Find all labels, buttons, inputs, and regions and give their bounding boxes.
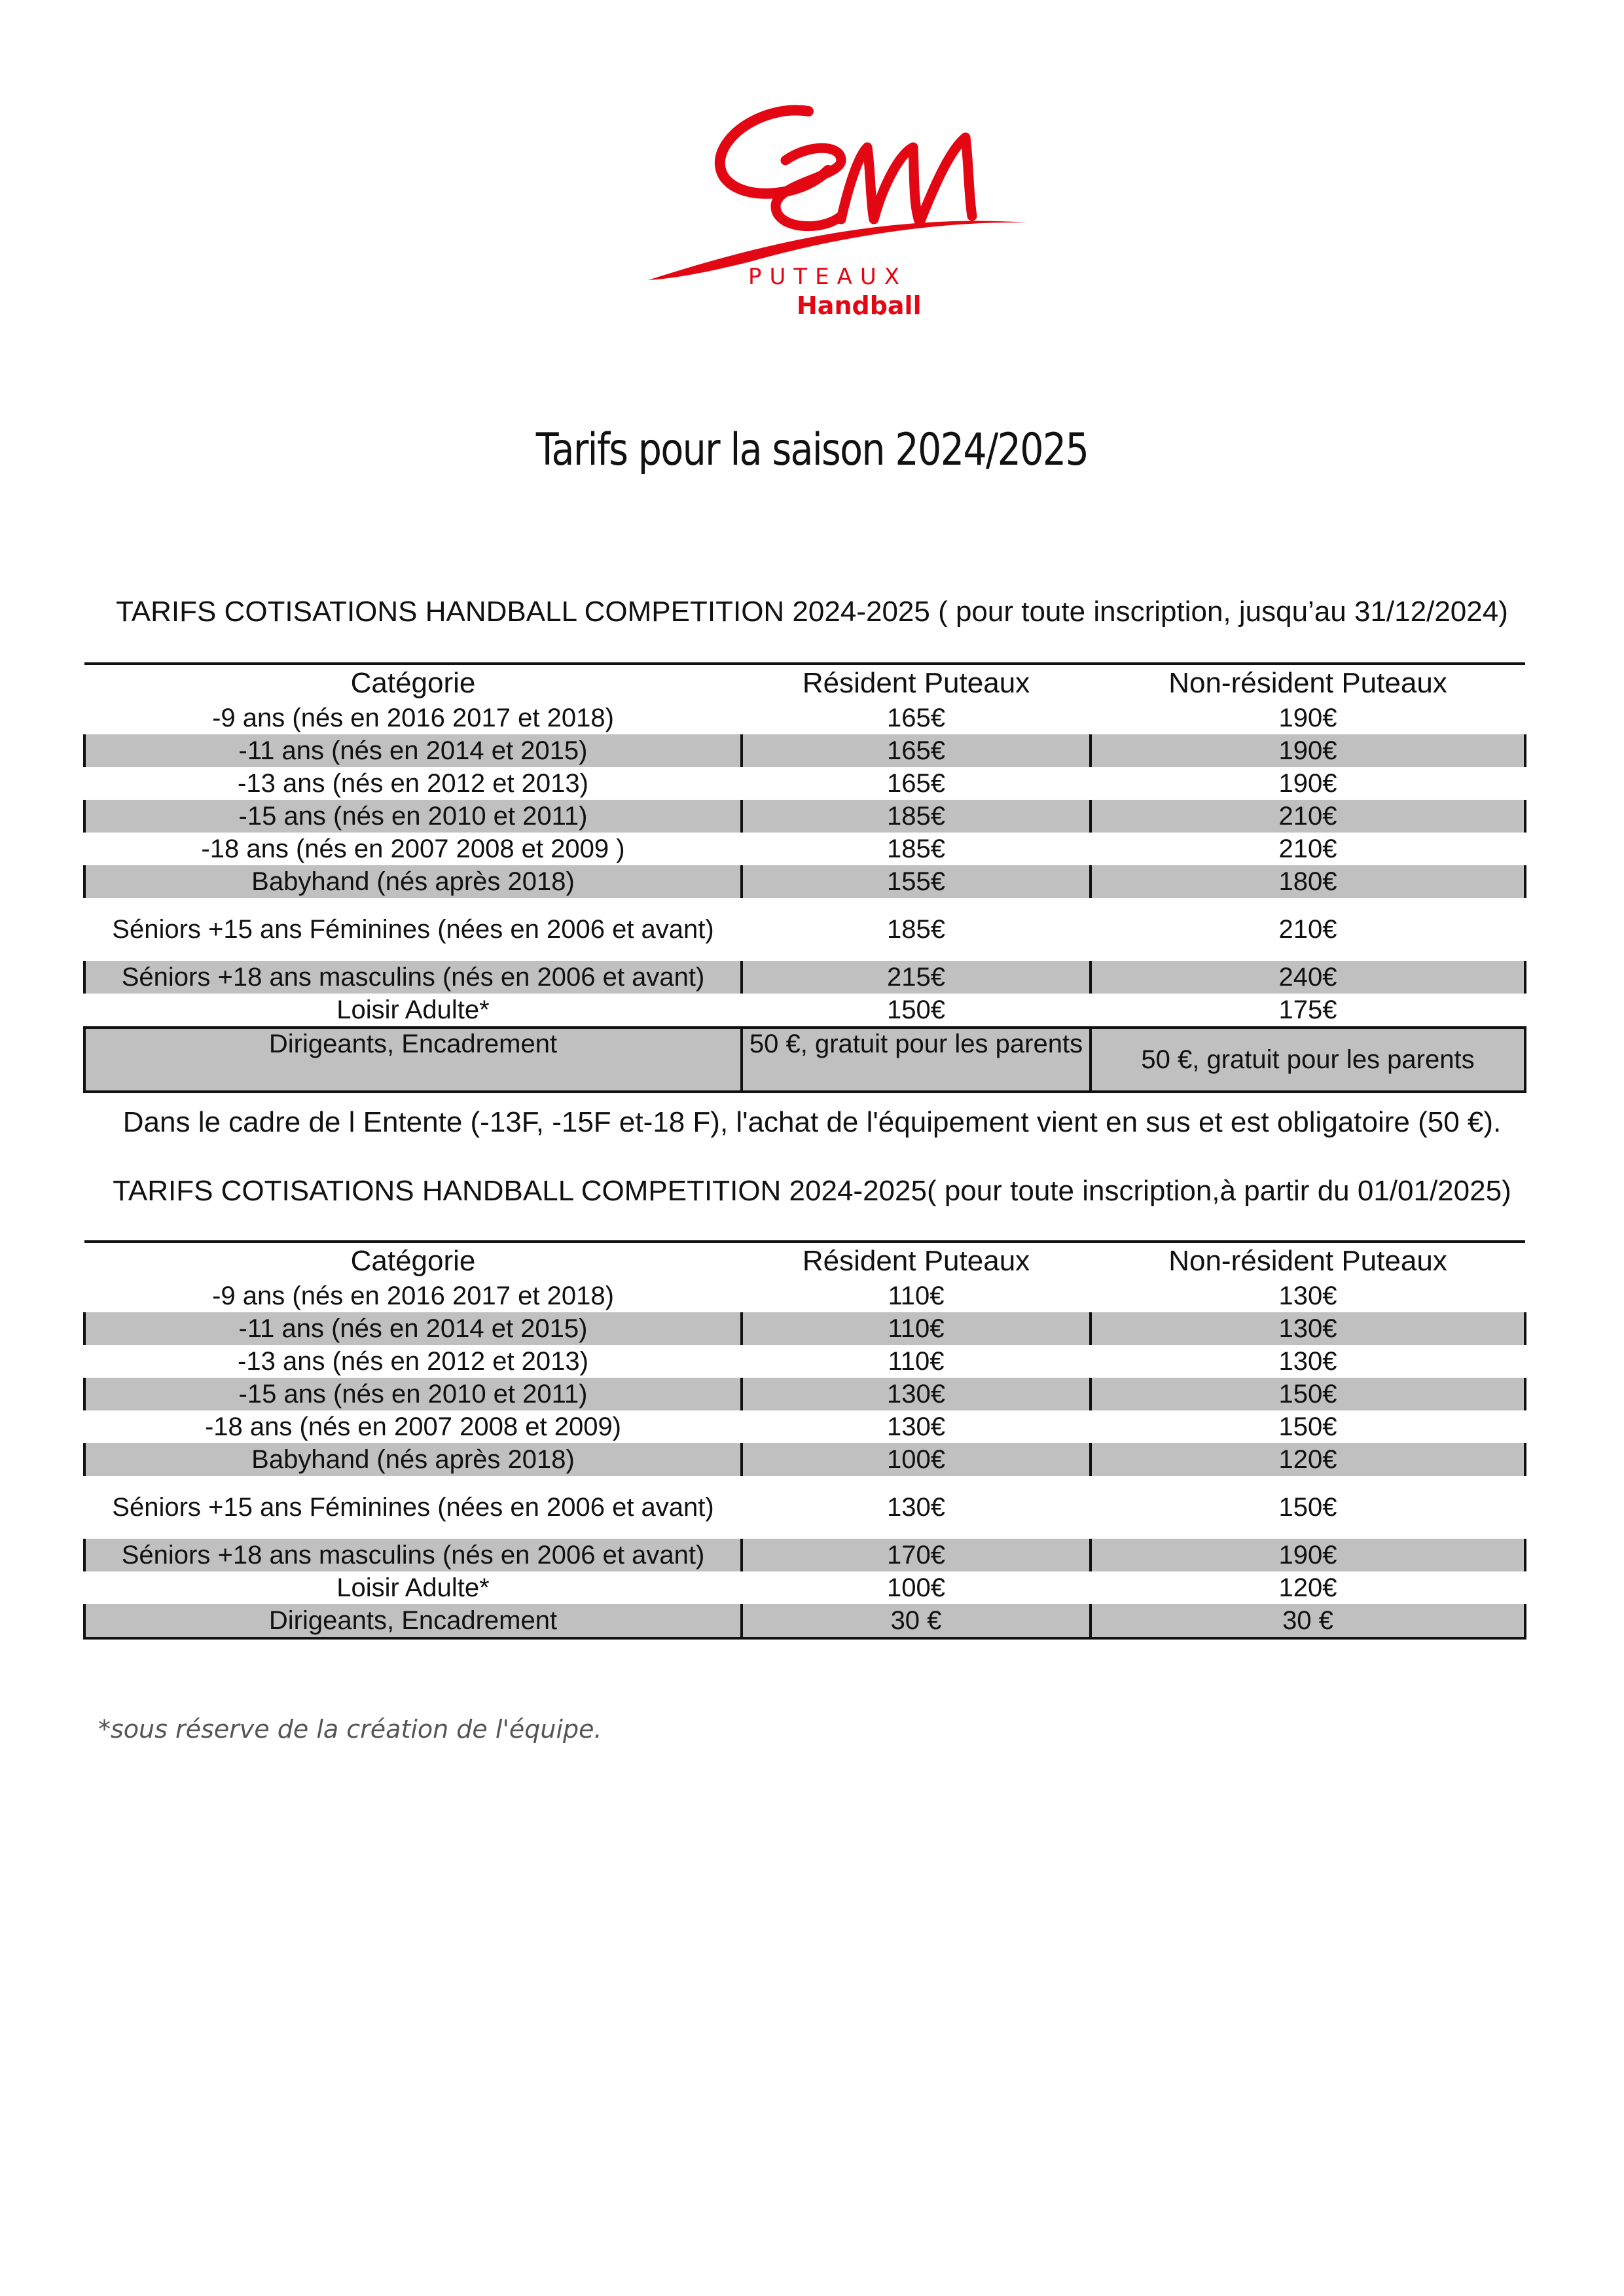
table-row [84,1604,1525,1638]
page-title: Tarifs pour la saison 2024/2025 [535,424,1089,476]
cell-resident-price: 170€ [742,1539,1091,1571]
table-row [84,702,1525,734]
csm-logo-graphic [645,98,1031,324]
table-row [84,1280,1525,1312]
table-row [84,1312,1525,1345]
cell-non-resident-price: 210€ [1091,800,1525,833]
cell-resident-price: 165€ [742,734,1091,767]
cell-category: -9 ans (nés en 2016 2017 et 2018) [212,704,614,732]
cell-resident-price: 110€ [888,1347,945,1376]
table-row [84,994,1525,1028]
column-header-resident: Résident Puteaux [742,664,1091,702]
cell-category: -18 ans (nés en 2007 2008 et 2009) [204,1412,622,1441]
cell-category: Loisir Adulte* [336,996,490,1024]
cell-category: -11 ans (nés en 2014 et 2015) [84,734,742,767]
cell-non-resident-price: 190€ [1278,769,1337,798]
table-row [84,734,1525,767]
cell-category: -15 ans (nés en 2010 et 2011) [84,800,742,833]
cell-resident-price: 130€ [887,1412,945,1441]
table-row [84,800,1525,833]
cell-category: -9 ans (nés en 2016 2017 et 2018) [212,1282,614,1310]
table-row [84,865,1525,898]
cell-category: Séniors +18 ans masculins (nés en 2006 et avant) [84,1539,742,1571]
table-row [84,1410,1525,1443]
cell-category: -13 ans (nés en 2012 et 2013) [238,769,588,798]
table-row [84,1476,1525,1539]
cell-non-resident-price: 130€ [1091,1312,1525,1345]
table-row [84,833,1525,865]
column-header-non-resident: Non-résident Puteaux [1091,664,1525,702]
cell-resident-price: 185€ [742,800,1091,833]
cell-resident-price: 130€ [742,1378,1091,1410]
cell-non-resident-price: 190€ [1091,1539,1525,1571]
cell-non-resident-price: 150€ [1278,1493,1337,1522]
cell-category: Séniors +18 ans masculins (nés en 2006 et avant) [84,961,742,994]
cell-resident-price: 110€ [742,1312,1091,1345]
cell-resident-price: 100€ [742,1443,1091,1476]
cell-non-resident-price: 190€ [1091,734,1525,767]
cell-category: Babyhand (nés après 2018) [84,865,742,898]
section1-heading: TARIFS COTISATIONS HANDBALL COMPETITION 2024-2025 ( pour toute inscription, jusqu’au 31/12/2024) [116,596,1508,628]
table-row [84,1539,1525,1571]
section2-heading: TARIFS COTISATIONS HANDBALL COMPETITION 2024-2025( pour toute inscription,à partir du 01/01/2025) [113,1175,1511,1207]
cell-category: -13 ans (nés en 2012 et 2013) [238,1347,588,1376]
tariff-table-2025 [83,1240,1526,1640]
table-row [84,1028,1525,1092]
cell-resident-price: 165€ [887,704,945,732]
table-row [84,898,1525,961]
equipment-note: Dans le cadre de l Entente (-13F, -15F et-18 F), l'achat de l'équipement vient en sus et est obligatoire (50 €). [122,1106,1502,1138]
cell-resident-price: 185€ [887,915,945,944]
table-row [84,1443,1525,1476]
logo-text-puteaux: PUTEAUX [748,264,908,290]
column-header-resident: Résident Puteaux [742,1242,1091,1280]
cell-category: Séniors +15 ans Féminines (nées en 2006 et avant) [112,1493,714,1522]
table-header-row [84,1242,1525,1280]
cell-non-resident-price: 50 €, gratuit pour les parents [1091,1028,1525,1092]
cell-non-resident-price: 130€ [1278,1282,1337,1310]
cell-category: Dirigeants, Encadrement [84,1604,742,1638]
cell-resident-price: 150€ [887,996,945,1024]
cell-non-resident-price: 150€ [1091,1378,1525,1410]
table-row [84,1378,1525,1410]
cell-category: -11 ans (nés en 2014 et 2015) [84,1312,742,1345]
cell-non-resident-price: 120€ [1278,1573,1337,1602]
cell-non-resident-price: 210€ [1278,834,1337,863]
column-header-category: Catégorie [84,664,742,702]
cell-category: Séniors +15 ans Féminines (nées en 2006 et avant) [112,915,714,944]
tariff-table-2024 [83,662,1526,1093]
table-header-row [84,664,1525,702]
cell-resident-price: 165€ [887,769,945,798]
column-header-non-resident: Non-résident Puteaux [1091,1242,1525,1280]
club-logo [645,98,1031,324]
footnote: *sous réserve de la création de l'équipe. [98,1715,602,1744]
cell-non-resident-price: 150€ [1278,1412,1337,1441]
cell-category: -18 ans (nés en 2007 2008 et 2009 ) [201,834,625,863]
cell-resident-price: 185€ [887,834,945,863]
cell-non-resident-price: 240€ [1091,961,1525,994]
table-row [84,767,1525,800]
cell-non-resident-price: 180€ [1091,865,1525,898]
column-header-category: Catégorie [84,1242,742,1280]
table-row [84,1571,1525,1604]
cell-resident-price: 50 €, gratuit pour les parents [742,1028,1091,1092]
cell-category: Babyhand (nés après 2018) [84,1443,742,1476]
cell-non-resident-price: 120€ [1091,1443,1525,1476]
cell-resident-price: 155€ [742,865,1091,898]
cell-resident-price: 110€ [888,1282,945,1310]
table-row [84,961,1525,994]
cell-category: -15 ans (nés en 2010 et 2011) [84,1378,742,1410]
cell-resident-price: 215€ [742,961,1091,994]
cell-category: Loisir Adulte* [336,1573,490,1602]
cell-non-resident-price: 175€ [1278,996,1337,1024]
cell-resident-price: 130€ [887,1493,945,1522]
cell-resident-price: 100€ [887,1573,945,1602]
cell-category: Dirigeants, Encadrement [84,1028,742,1092]
logo-text-handball: Handball [797,291,922,320]
table-row [84,1345,1525,1378]
cell-non-resident-price: 190€ [1278,704,1337,732]
cell-non-resident-price: 210€ [1278,915,1337,944]
cell-non-resident-price: 130€ [1278,1347,1337,1376]
cell-resident-price: 30 € [742,1604,1091,1638]
cell-non-resident-price: 30 € [1091,1604,1525,1638]
